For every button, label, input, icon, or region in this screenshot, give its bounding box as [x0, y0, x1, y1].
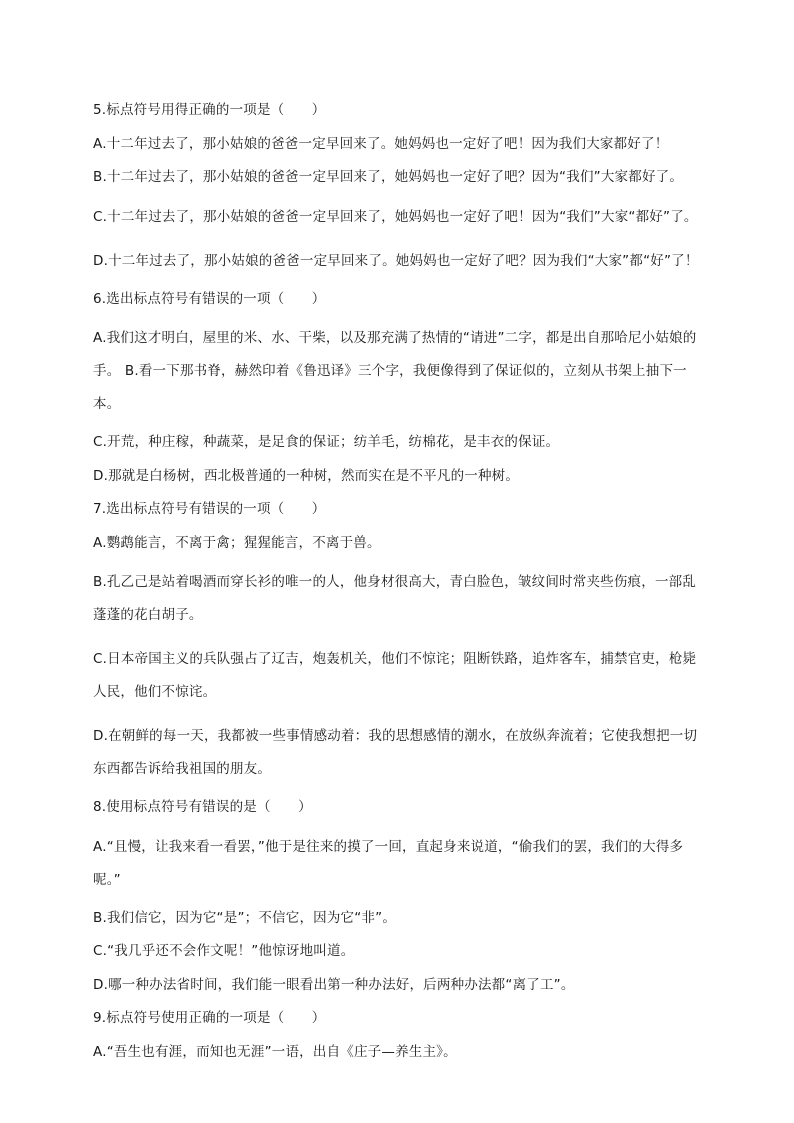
question-9-stem: 9.标点符号使用正确的一项是（ ）: [93, 1010, 326, 1026]
question-5-option-b: B.十二年过去了，那小姑娘的爸爸一定早回来了，她妈妈也一定好了吧？因为“我们”大家都好了。: [93, 169, 684, 185]
question-6-option-a-b: A.我们这才明白，屋里的米、水、干柴，以及那充满了热情的“请进”二字，都是出自那哈尼小姑娘的手。 B.看一下那书脊，赫然印着《鲁迅译》三个字，我便像得到了保证似的，立刻从书架上抽下一本。: [93, 330, 697, 412]
question-9-option-a: A.“吾生也有涯，而知也无涯”一语，出自《庄子—养生主》。: [93, 1043, 457, 1060]
question-8-option-d: D.哪一种办法省时间，我们能一眼看出第一种办法好，后两种办法都“离了工”。: [93, 976, 575, 993]
question-6-stem: 6.选出标点符号有错误的一项（ ）: [93, 290, 326, 307]
question-5-stem: 5.标点符号用得正确的一项是（ ）: [93, 102, 326, 118]
question-5-option-a: A.十二年过去了，那小姑娘的爸爸一定早回来了。她妈妈也一定好了吧！因为我们大家都好了！: [93, 135, 669, 152]
question-7-option-a: A.鹦鹉能言，不离于禽；猩猩能言，不离于兽。: [93, 534, 381, 551]
question-8-option-c: C.“我几乎还不会作文呢！”他惊讶地叫道。: [93, 943, 355, 959]
question-7-option-d: D.在朝鲜的每一天，我都被一些事情感动着：我的思想感情的潮水，在放纵奔流着；它使我想把一切东西都告诉给我祖国的朋友。: [93, 728, 698, 777]
question-8-stem: 8.使用标点符号有错误的是（ ）: [93, 799, 312, 815]
question-7-stem: 7.选出标点符号有错误的一项（ ）: [93, 501, 326, 517]
document-page: [93, 100, 709, 1075]
question-8-option-a: A.“且慢，让我来看一看罢，”他于是往来的摸了一回，直起身来说道，“偷我们的罢，我们的大得多呢。”: [93, 838, 684, 888]
question-8-option-b: B.我们信它，因为它“是”；不信它，因为它“非”。: [93, 909, 397, 926]
question-5-option-c: C.十二年过去了，那小姑娘的爸爸一定早回来了，她妈妈也一定好了吧！因为“我们”大家“都好”了。: [93, 208, 698, 225]
question-7-option-c: C.日本帝国主义的兵队强占了辽吉，炮轰机关，他们不惊诧；阻断铁路，追炸客车，捕禁官吏，枪毙人民，他们不惊诧。: [93, 651, 697, 700]
question-5-option-d: D.十二年过去了，那小姑娘的爸爸一定早回来了。她妈妈也一定好了吧？因为我们“大家”都“好”了！: [93, 252, 699, 269]
question-7-option-b: B.孔乙己是站着喝酒而穿长衫的唯一的人，他身材很高大，青白脸色，皱纹间时常夹些伤痕，一部乱蓬蓬的花白胡子。: [93, 574, 697, 623]
question-6-option-c: C.开荒，种庄稼，种蔬菜，是足食的保证；纺羊毛，纺棉花，是丰衣的保证。: [93, 434, 560, 450]
question-6-option-d: D.那就是白杨树，西北极普通的一种树，然而实在是不平凡的一种树。: [93, 467, 520, 484]
